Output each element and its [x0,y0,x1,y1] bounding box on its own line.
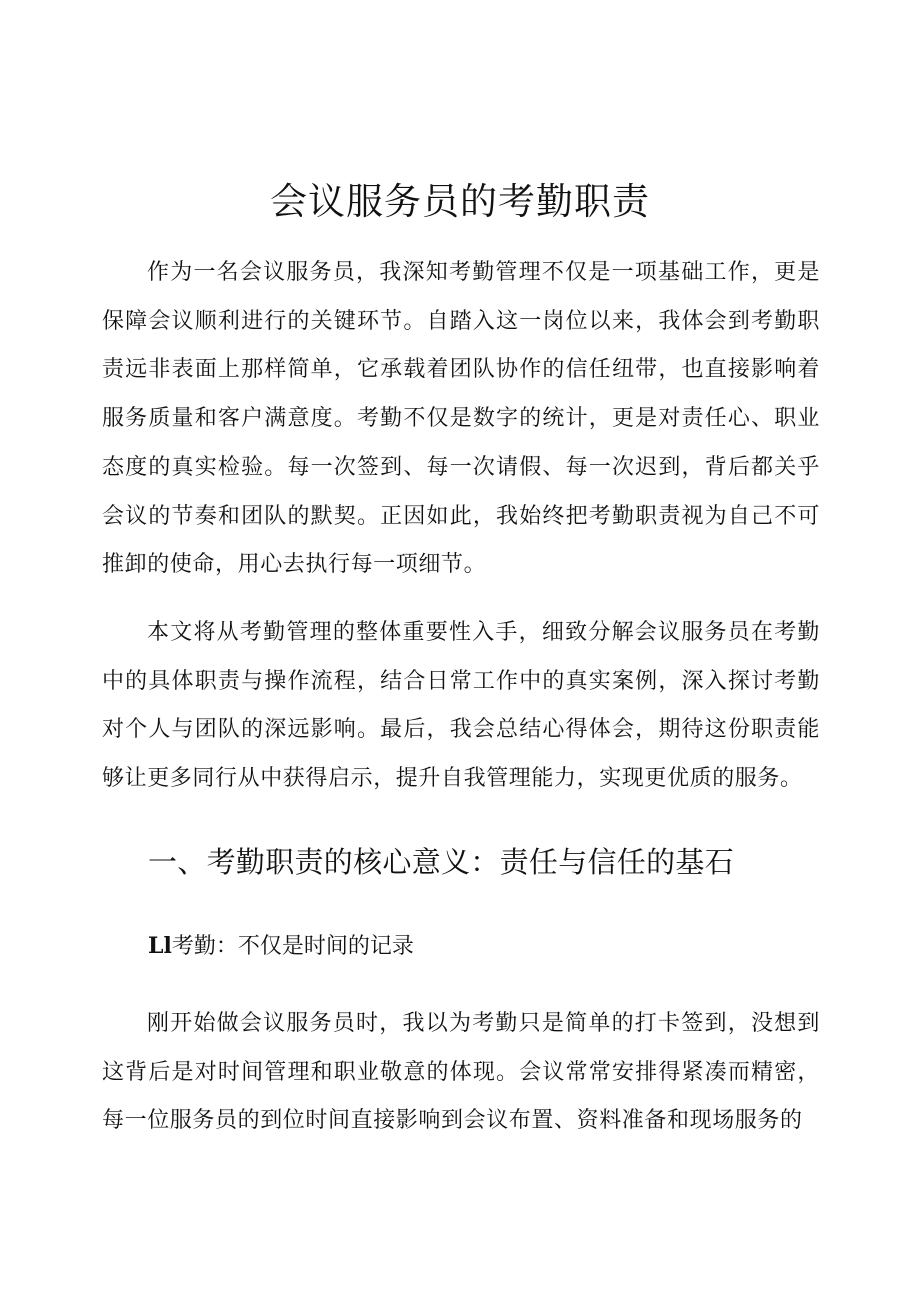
document-title: 会议服务员的考勤职责 [270,180,650,223]
intro-paragraph: 作为一名会议服务员，我深知考勤管理不仅是一项基础工作，更是保障会议顺利进行的关键环节。自踏入这一岗位以来，我体会到考勤职责远非表面上那样简单，它承载着团队协作的信任纽带，也直接影响着服务质量和客户满意度。考勤不仅是数字的统计，更是对责任心、职业态度的真实检验。每一次签到、每一次请假、每一次迟到，背后都关乎会议的节奏和团队的默契。正因如此，我始终把考勤职责视为自己不可推卸的使命，用心去执行每一项细节。 [102,260,820,578]
subsection-number: Ll [148,933,172,959]
subsection-paragraph: 刚开始做会议服务员时，我以为考勤只是简单的打卡签到，没想到这背后是对时间管理和职业敬意的体现。会议常常安排得紧凑而精密，每一位服务员的到位时间直接影响到会议布置、资料准备和现场服务的 [102,1011,820,1134]
subsection-title: 考勤：不仅是时间的记录 [171,934,414,959]
subsection-heading [148,926,414,967]
section-heading: 一、考勤职责的核心意义：责任与信任的基石 [148,845,735,879]
overview-paragraph: 本文将从考勤管理的整体重要性入手，细致分解会议服务员在考勤中的具体职责与操作流程，结合日常工作中的真实案例，深入探讨考勤对个人与团队的深远影响。最后，我会总结心得体会，期待这份职责能够让更多同行从中获得启示，提升自我管理能力，实现更优质的服务。 [102,620,820,792]
